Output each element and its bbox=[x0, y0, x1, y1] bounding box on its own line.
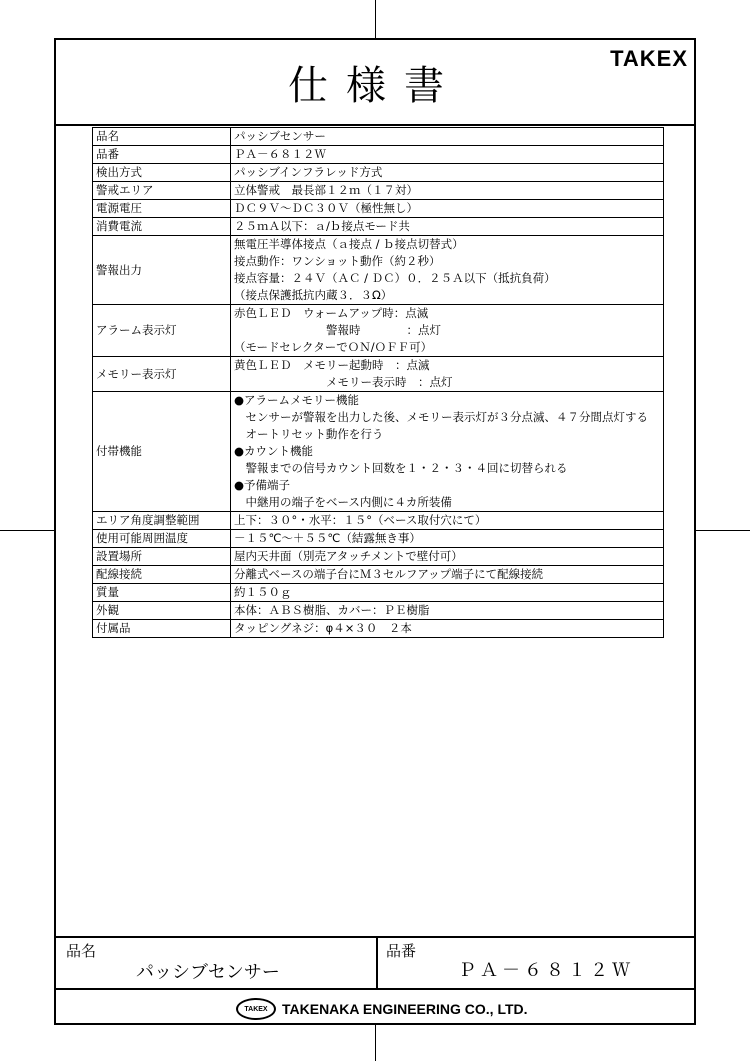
footer-name-label: 品名 bbox=[66, 942, 97, 960]
company-block bbox=[236, 998, 528, 1020]
spec-row bbox=[93, 146, 664, 164]
spec-value-line: 赤色ＬＥＤ ウォームアップ時：点滅 bbox=[234, 306, 429, 320]
spec-key: 警報出力 bbox=[93, 236, 231, 305]
spec-value bbox=[231, 548, 664, 566]
spec-key: 消費電流 bbox=[93, 218, 231, 236]
spec-row bbox=[93, 357, 664, 392]
spec-value-line: 上下：３０°・水平：１５°（ベース取付穴にて） bbox=[234, 513, 487, 527]
spec-value-line: 接点容量：２４Ｖ（ＡＣ / ＤＣ）０．２５Ａ以下（抵抗負荷） bbox=[234, 271, 556, 285]
spec-row bbox=[93, 530, 664, 548]
crop-mark-right bbox=[696, 530, 750, 531]
spec-value-line: パッシブセンサー bbox=[234, 129, 326, 143]
crop-mark-left bbox=[0, 530, 54, 531]
footer-mid-divider bbox=[376, 936, 378, 988]
crop-mark-bottom bbox=[375, 1025, 376, 1061]
spec-value bbox=[231, 128, 664, 146]
spec-value bbox=[231, 392, 664, 512]
spec-value-line: ＤＣ９Ｖ～ＤＣ３０Ｖ（極性無し） bbox=[234, 201, 418, 215]
spec-row bbox=[93, 236, 664, 305]
header-divider bbox=[56, 124, 694, 126]
spec-value-line: ２５ｍＡ以下：ａ/ｂ接点モード共 bbox=[234, 219, 410, 233]
spec-value-line: 屋内天井面（別売アタッチメントで壁付可） bbox=[234, 549, 463, 563]
spec-value-line: 中継用の端子をベース内側に４カ所装備 bbox=[234, 495, 452, 509]
spec-table bbox=[92, 127, 664, 638]
spec-key: 電源電圧 bbox=[93, 200, 231, 218]
spec-row bbox=[93, 128, 664, 146]
spec-row bbox=[93, 218, 664, 236]
spec-value bbox=[231, 146, 664, 164]
spec-value-line: メモリー表示時 ：点灯 bbox=[234, 375, 453, 389]
spec-value-line: （接点保護抵抗内蔵３．３Ω） bbox=[234, 288, 393, 302]
footer-name-value: パッシブセンサー bbox=[136, 962, 280, 983]
spec-key: 設置場所 bbox=[93, 548, 231, 566]
footer-number-value: ＰＡ－６８１２Ｗ bbox=[458, 960, 634, 981]
spec-value-line: 分離式ベースの端子台にＭ３セルフアップ端子にて配線接続 bbox=[234, 567, 544, 581]
spec-row bbox=[93, 602, 664, 620]
page-title: 仕様書 bbox=[288, 63, 462, 109]
spec-value bbox=[231, 512, 664, 530]
footer-top-divider bbox=[56, 936, 694, 938]
spec-value-line: 無電圧半導体接点（ａ接点 / ｂ接点切替式） bbox=[234, 237, 464, 251]
spec-value-line: 黄色ＬＥＤ メモリー起動時 ：点滅 bbox=[234, 358, 430, 372]
spec-row bbox=[93, 566, 664, 584]
spec-row bbox=[93, 182, 664, 200]
spec-value-line: センサーが警報を出力した後、メモリー表示灯が３分点滅、４７分間点灯する bbox=[234, 410, 648, 424]
spec-key: エリア角度調整範囲 bbox=[93, 512, 231, 530]
spec-value-line: タッピングネジ：φ４×３０ ２本 bbox=[234, 621, 412, 635]
spec-key: 配線接続 bbox=[93, 566, 231, 584]
footer-number-label: 品番 bbox=[386, 942, 417, 960]
spec-value-line: 接点動作：ワンショット動作（約２秒） bbox=[234, 254, 441, 268]
spec-sheet-frame bbox=[54, 38, 696, 1025]
spec-value-line: ＰＡ－６８１２Ｗ bbox=[234, 147, 326, 161]
spec-key: 品名 bbox=[93, 128, 231, 146]
spec-key: 検出方式 bbox=[93, 164, 231, 182]
spec-value bbox=[231, 305, 664, 357]
spec-key: 使用可能周囲温度 bbox=[93, 530, 231, 548]
spec-value-line: オートリセット動作を行う bbox=[234, 427, 384, 441]
spec-value bbox=[231, 236, 664, 305]
spec-value bbox=[231, 602, 664, 620]
spec-value bbox=[231, 584, 664, 602]
spec-value-line: ●カウント機能 bbox=[234, 444, 314, 458]
spec-value-line: 立体警戒 最長部１２ｍ（１７対） bbox=[234, 183, 418, 197]
crop-mark-top bbox=[375, 0, 376, 38]
spec-row bbox=[93, 548, 664, 566]
spec-row bbox=[93, 512, 664, 530]
company-name: TAKENAKA ENGINEERING CO., LTD. bbox=[282, 1001, 528, 1017]
spec-row bbox=[93, 584, 664, 602]
spec-value bbox=[231, 620, 664, 638]
spec-value-line: パッシブインフラレッド方式 bbox=[234, 165, 383, 179]
spec-value-line: （モードセレクターでＯＮ/ＯＦＦ可） bbox=[234, 340, 433, 354]
spec-key: 警戒エリア bbox=[93, 182, 231, 200]
spec-value bbox=[231, 530, 664, 548]
brand-logo: TAKEX bbox=[610, 46, 688, 71]
spec-value-line: ●アラームメモリー機能 bbox=[234, 393, 360, 407]
spec-value-line: ●予備端子 bbox=[234, 478, 291, 492]
spec-key: 質量 bbox=[93, 584, 231, 602]
spec-value bbox=[231, 200, 664, 218]
spec-row bbox=[93, 392, 664, 512]
spec-key: 品番 bbox=[93, 146, 231, 164]
spec-value-line: －１５℃～＋５５℃（結露無き事） bbox=[234, 531, 421, 545]
spec-row bbox=[93, 305, 664, 357]
spec-value bbox=[231, 566, 664, 584]
spec-key: 付帯機能 bbox=[93, 392, 231, 512]
spec-value-line: 警報時 ：点灯 bbox=[234, 323, 441, 337]
spec-key: 付属品 bbox=[93, 620, 231, 638]
spec-key: アラーム表示灯 bbox=[93, 305, 231, 357]
spec-key: 外観 bbox=[93, 602, 231, 620]
spec-value bbox=[231, 182, 664, 200]
spec-row bbox=[93, 164, 664, 182]
spec-row bbox=[93, 200, 664, 218]
company-logo: TAKEX bbox=[236, 998, 276, 1020]
spec-value bbox=[231, 218, 664, 236]
spec-value-line: 警報までの信号カウント回数を１・２・３・４回に切替られる bbox=[234, 461, 568, 475]
footer-bottom-divider bbox=[56, 988, 694, 990]
spec-value bbox=[231, 164, 664, 182]
spec-value bbox=[231, 357, 664, 392]
spec-key: メモリー表示灯 bbox=[93, 357, 231, 392]
spec-value-line: 本体：ＡＢＳ樹脂、カバー：ＰＥ樹脂 bbox=[234, 603, 430, 617]
spec-value-line: 約１５０ｇ bbox=[234, 585, 292, 599]
spec-row bbox=[93, 620, 664, 638]
